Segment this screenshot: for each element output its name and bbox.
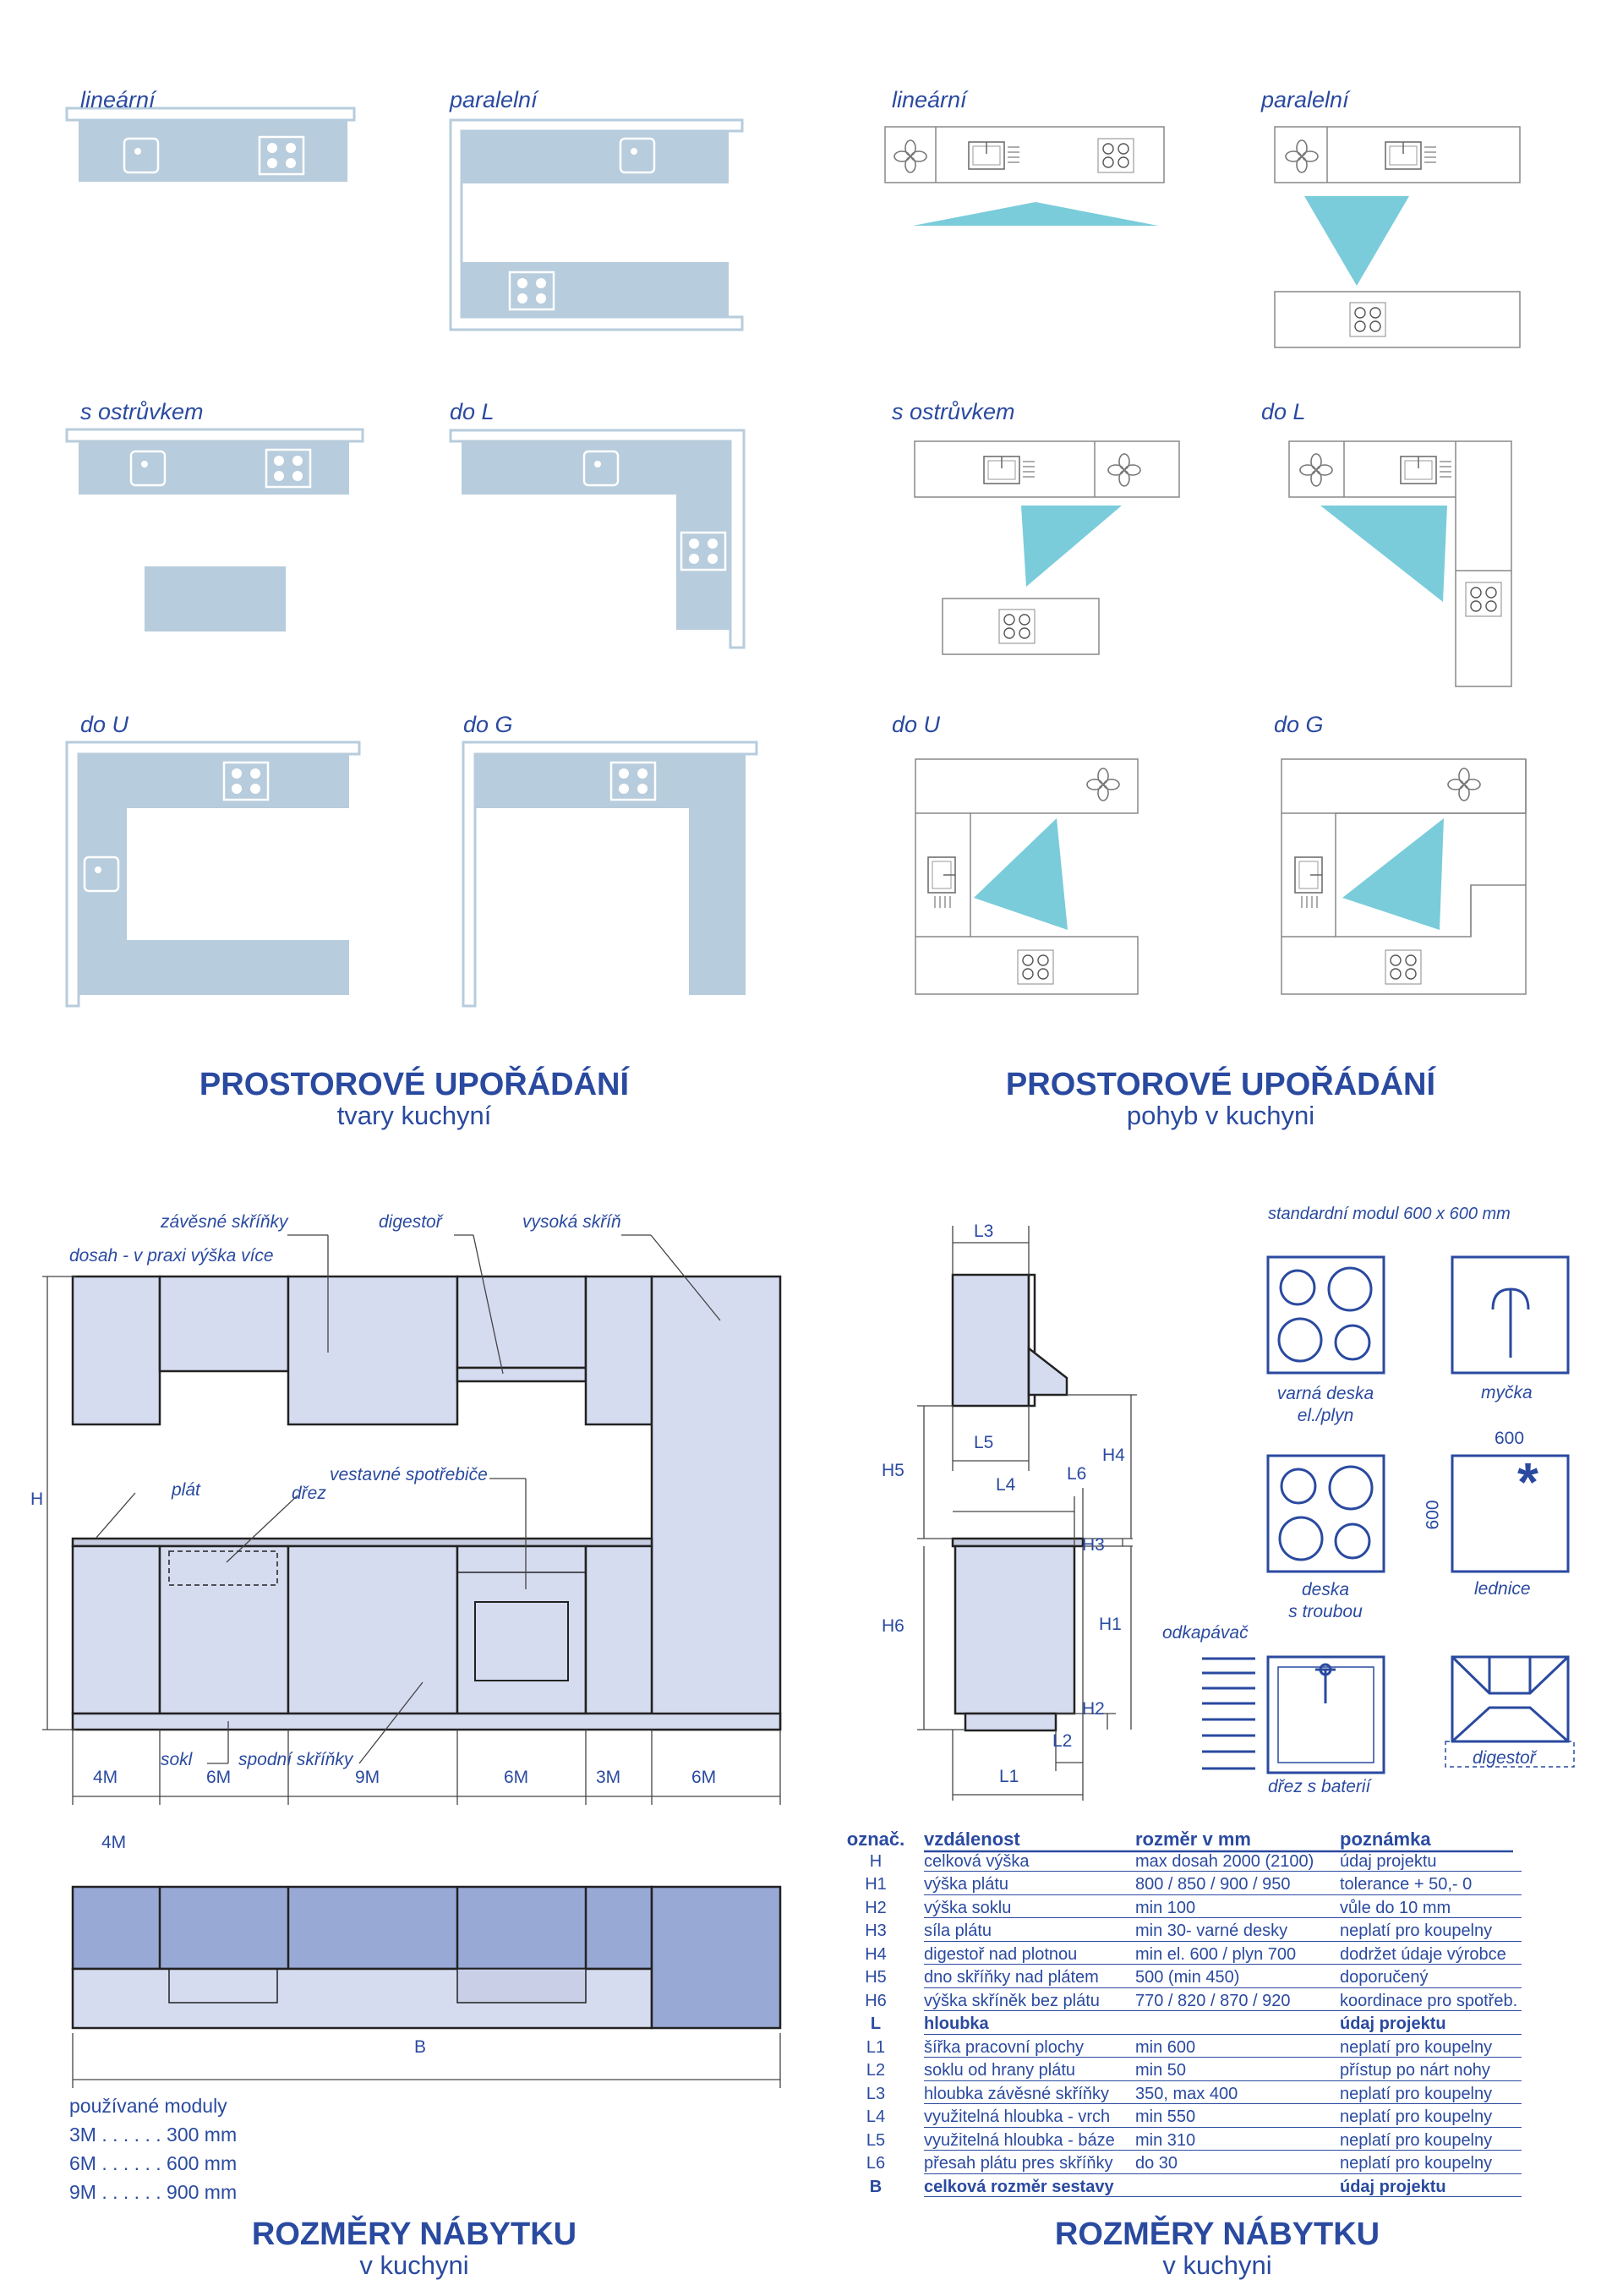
heading-dims-right-subtitle: v kuchyni xyxy=(1162,2250,1272,2280)
cell-note: neplatí pro koupelny xyxy=(1340,2107,1493,2126)
cell-size: min el. 600 / plyn 700 xyxy=(1135,1944,1297,1964)
cell-code: L3 xyxy=(866,2084,886,2103)
cell-distance: využitelná hloubka - báze xyxy=(924,2130,1115,2150)
dimensions-table xyxy=(837,1829,1530,2200)
shape-island-right xyxy=(915,441,1179,654)
label-l-left: do L xyxy=(450,399,495,424)
cell-code: H5 xyxy=(865,1968,887,1987)
cell-note: koordinace pro spotřeb. xyxy=(1340,1991,1518,2010)
shape-u-right xyxy=(915,759,1138,994)
cell-size: min 100 xyxy=(1135,1898,1196,1917)
cell-distance: digestoř nad plotnou xyxy=(924,1944,1078,1964)
label-linear-right: lineární xyxy=(892,87,967,112)
shape-g-right xyxy=(1281,759,1526,994)
heading-movement-subtitle: pohyb v kuchyni xyxy=(1126,1101,1315,1130)
shape-island-left xyxy=(67,429,363,631)
label-module-drainer: odkapávač xyxy=(1162,1623,1249,1643)
shape-g-left xyxy=(463,742,757,1006)
table-row xyxy=(837,2061,1530,2085)
section-h2: H2 xyxy=(1082,1699,1105,1719)
section-h3: H3 xyxy=(1082,1535,1105,1555)
dim-module-6: 6M xyxy=(691,1768,717,1787)
shape-parallel-left xyxy=(451,120,742,330)
cell-code: B xyxy=(869,2177,883,2196)
label-g-left: do G xyxy=(463,712,513,737)
table-row xyxy=(837,1922,1530,1945)
label-base-cabinets: spodní skříňky xyxy=(238,1750,353,1769)
th-note: poznámka xyxy=(1340,1829,1431,1850)
cell-note: neplatí pro koupelny xyxy=(1340,2037,1493,2057)
module-dishwasher xyxy=(1452,1257,1568,1373)
cell-distance: hloubka xyxy=(924,2014,989,2033)
module-oven-hob xyxy=(1268,1456,1384,1572)
cell-code: H4 xyxy=(865,1944,887,1964)
cell-note: údaj projektu xyxy=(1340,2014,1446,2033)
table-row xyxy=(837,2085,1530,2108)
cell-distance: šířka pracovní plochy xyxy=(924,2037,1084,2057)
cell-distance: celková rozměr sestavy xyxy=(924,2177,1114,2196)
label-plinth: sokl xyxy=(161,1750,193,1769)
cell-distance: výška plátu xyxy=(924,1875,1009,1894)
cell-size: max dosah 2000 (2100) xyxy=(1135,1851,1314,1871)
cell-size: 350, max 400 xyxy=(1135,2084,1238,2103)
cell-code: L1 xyxy=(866,2037,886,2057)
th-code: označ. xyxy=(846,1829,905,1850)
section-l1: L1 xyxy=(999,1767,1019,1786)
cell-distance: celková výška xyxy=(924,1851,1030,1871)
dim-module-2: 6M xyxy=(206,1768,232,1787)
label-reach: dosah - v praxi výška více xyxy=(69,1246,274,1266)
module-hob xyxy=(1268,1257,1384,1373)
section-l2: L2 xyxy=(1052,1731,1073,1751)
cell-size: do 30 xyxy=(1135,2154,1178,2173)
table-row xyxy=(837,1875,1530,1899)
plan-drawing xyxy=(73,1887,780,2028)
cell-size: 770 / 820 / 870 / 920 xyxy=(1135,1991,1291,2010)
module-6m: 6M . . . . . . 600 mm xyxy=(69,2152,238,2174)
plan-width-b: B xyxy=(414,2037,427,2057)
cell-code: L xyxy=(870,2014,882,2033)
section-h1: H1 xyxy=(1099,1615,1122,1634)
table-row xyxy=(837,2131,1530,2155)
cell-distance: soklu od hrany plátu xyxy=(924,2061,1076,2080)
label-island-right: s ostrůvkem xyxy=(892,399,1015,424)
module-drainer xyxy=(1202,1659,1255,1768)
module-3m: 3M . . . . . . 300 mm xyxy=(69,2124,238,2146)
dim-600-top: 600 xyxy=(1495,1429,1525,1448)
cell-code: H6 xyxy=(865,1991,887,2010)
label-tall-cabinet: vysoká skříň xyxy=(522,1212,621,1232)
cell-size: min 600 xyxy=(1135,2037,1196,2057)
cell-distance: výška soklu xyxy=(924,1898,1012,1917)
table-row xyxy=(837,2154,1530,2178)
shape-linear-right xyxy=(885,127,1164,226)
cell-note: neplatí pro koupelny xyxy=(1340,1922,1493,1940)
cell-note: tolerance + 50,- 0 xyxy=(1340,1875,1473,1894)
module-9m: 9M . . . . . . 900 mm xyxy=(69,2181,238,2203)
th-distance: vzdálenost xyxy=(924,1829,1020,1850)
label-height-h: H xyxy=(30,1490,44,1509)
elevation-drawing xyxy=(73,1276,780,1730)
cell-code: L2 xyxy=(866,2061,886,2080)
cell-code: H1 xyxy=(865,1875,887,1894)
label-island-left: s ostrůvkem xyxy=(80,399,204,424)
shape-parallel-right xyxy=(1275,127,1520,347)
label-module-fridge: lednice xyxy=(1474,1579,1531,1599)
section-drawing xyxy=(953,1275,1083,1730)
dim-600-side: 600 xyxy=(1423,1500,1443,1530)
label-g-right: do G xyxy=(1274,712,1324,737)
label-hood: digestoř xyxy=(379,1212,442,1232)
cell-note: neplatí pro koupelny xyxy=(1340,2154,1493,2173)
modules-title: používané moduly xyxy=(69,2095,227,2117)
cell-note: neplatí pro koupelny xyxy=(1340,2130,1493,2150)
label-module-hob: varná deska el./plyn xyxy=(1276,1384,1374,1425)
section-h5: H5 xyxy=(882,1461,904,1480)
section-l6: L6 xyxy=(1067,1464,1087,1484)
cell-distance: využitelná hloubka - vrch xyxy=(924,2107,1111,2126)
table-row xyxy=(837,1968,1530,1992)
label-module-oven-hob: deska s troubou xyxy=(1288,1580,1363,1621)
heading-dims-right-title: ROZMĚRY NÁBYTKU xyxy=(1054,2217,1380,2252)
heading-movement-title: PROSTOROVÉ UPOŘÁDÁNÍ xyxy=(1005,1067,1436,1102)
th-size: rozměr v mm xyxy=(1135,1829,1251,1850)
plan-dimension xyxy=(73,2033,780,2088)
heading-shapes-subtitle: tvary kuchyní xyxy=(336,1101,492,1130)
cell-code: H3 xyxy=(865,1922,887,1940)
cell-size: min 310 xyxy=(1135,2130,1196,2150)
plan-module-label: 4M xyxy=(101,1833,127,1852)
table-row xyxy=(837,2107,1530,2131)
cell-distance: hloubka závěsné skříňky xyxy=(924,2084,1110,2103)
cell-note: doporučený xyxy=(1340,1968,1429,1987)
heading-shapes-title: PROSTOROVÉ UPOŘÁDÁNÍ xyxy=(199,1067,630,1102)
fridge-asterisk-icon: * xyxy=(1517,1451,1538,1512)
label-linear-left: lineární xyxy=(80,87,156,112)
cell-code: H2 xyxy=(865,1898,887,1917)
label-hanging-cabinets: závěsné skříňky xyxy=(161,1212,288,1232)
table-row xyxy=(837,1852,1530,1876)
module-fridge xyxy=(1452,1456,1568,1572)
cell-distance: dno skříňky nad plátem xyxy=(924,1968,1099,1987)
heading-dims-left-subtitle: v kuchyni xyxy=(359,2250,469,2280)
cell-size: 500 (min 450) xyxy=(1135,1968,1240,1987)
cell-size: min 50 xyxy=(1135,2061,1187,2080)
table-row xyxy=(837,1899,1530,1922)
cell-distance: přesah plátu pres skříňky xyxy=(924,2154,1113,2173)
shape-l-left xyxy=(451,430,744,648)
dim-module-5: 3M xyxy=(596,1768,621,1787)
dim-module-3: 9M xyxy=(355,1768,380,1787)
label-module-sink: dřez s baterií xyxy=(1268,1777,1371,1796)
module-sink xyxy=(1268,1657,1384,1773)
dim-module-4: 6M xyxy=(504,1768,529,1787)
table-row xyxy=(837,2038,1530,2062)
label-worktop: plát xyxy=(172,1480,200,1500)
label-module-dishwasher: myčka xyxy=(1481,1383,1533,1402)
heading-dims-left-title: ROZMĚRY NÁBYTKU xyxy=(251,2217,577,2252)
shape-u-left xyxy=(67,742,359,1006)
label-appliances: vestavné spotřebiče xyxy=(330,1465,488,1484)
label-u-right: do U xyxy=(892,712,941,737)
cell-distance: síla plátu xyxy=(924,1922,992,1940)
table-row xyxy=(837,1945,1530,1969)
cell-size: min 30- varné desky xyxy=(1135,1922,1288,1940)
cell-size: min 550 xyxy=(1135,2107,1196,2126)
cell-note: neplatí pro koupelny xyxy=(1340,2084,1493,2103)
modules-panel-title: standardní modul 600 x 600 mm xyxy=(1268,1205,1511,1223)
table-header xyxy=(837,1829,1530,1852)
section-l3: L3 xyxy=(974,1222,994,1241)
section-l5: L5 xyxy=(974,1433,994,1452)
section-h6: H6 xyxy=(882,1616,904,1636)
cell-note: údaj projektu xyxy=(1340,1851,1437,1871)
label-parallel-left: paralelní xyxy=(450,87,538,112)
label-u-left: do U xyxy=(80,712,129,737)
table-row xyxy=(837,2178,1530,2201)
cell-note: dodržet údaje výrobce xyxy=(1340,1944,1506,1964)
label-sink: dřez xyxy=(292,1484,326,1503)
cell-code: H xyxy=(869,1851,883,1871)
cell-code: L6 xyxy=(866,2154,886,2173)
section-l4: L4 xyxy=(996,1475,1016,1495)
cell-code: L4 xyxy=(866,2107,886,2126)
cell-code: L5 xyxy=(866,2130,886,2150)
table-row xyxy=(837,2014,1530,2038)
cell-size: 800 / 850 / 900 / 950 xyxy=(1135,1875,1291,1894)
dim-module-1: 4M xyxy=(93,1768,118,1787)
cell-note: údaj projektu xyxy=(1340,2177,1446,2196)
cell-note: přístup po nárt nohy xyxy=(1340,2061,1490,2080)
section-h4: H4 xyxy=(1102,1446,1125,1465)
cell-note: vůle do 10 mm xyxy=(1340,1898,1451,1917)
label-module-hood: digestoř xyxy=(1473,1748,1536,1768)
label-parallel-right: paralelní xyxy=(1261,87,1349,112)
table-row xyxy=(837,1992,1530,2015)
shape-l-right xyxy=(1289,441,1511,686)
cell-distance: výška skříněk bez plátu xyxy=(924,1991,1100,2010)
label-l-right: do L xyxy=(1261,399,1306,424)
shape-linear-left xyxy=(67,108,354,182)
